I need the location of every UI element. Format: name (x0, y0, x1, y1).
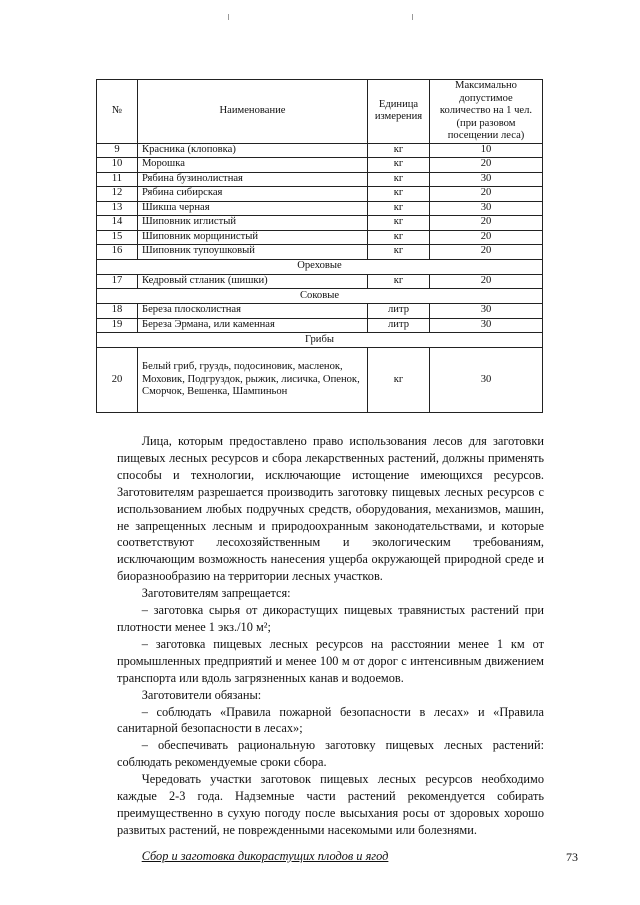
paragraph: Заготовителям запрещается: (141, 586, 291, 601)
table-row (97, 230, 543, 245)
cell-name: Морошка (138, 158, 368, 173)
cell-num: 19 (97, 318, 138, 333)
table-row (97, 245, 543, 260)
table-row (97, 304, 543, 319)
cell-num: 20 (97, 348, 138, 413)
paragraph: – заготовка сырья от дикорастущих пищевых травянистых растений при плотности менее 1 экз./10 м²; (117, 603, 544, 634)
group-label-sap: Соковые (97, 289, 543, 304)
table-group-row (97, 333, 543, 348)
cell-unit: литр (368, 318, 430, 333)
cell-qty: 30 (430, 304, 543, 319)
body-text (117, 433, 544, 865)
cell-name: Береза плосколистная (138, 304, 368, 319)
cell-name-text: Белый гриб, груздь, подосиновик, масленок, Моховик, Подгруздок, рыжик, лисичка, Опенок, Сморчок, Вешенка, Шампиньон (142, 360, 360, 398)
cell-unit: кг (368, 158, 430, 173)
table-row (97, 172, 543, 187)
paragraph: Заготовители обязаны: (141, 687, 262, 702)
cell-num: 18 (97, 304, 138, 319)
cell-qty: 20 (430, 216, 543, 231)
cell-name: Красника (клоповка) (138, 143, 368, 158)
table-header-row (97, 80, 543, 144)
cell-unit: кг (368, 187, 430, 202)
table-group-row (97, 289, 543, 304)
cell-unit: кг (368, 230, 430, 245)
cell-num: 14 (97, 216, 138, 231)
cell-num: 17 (97, 274, 138, 289)
table-row (97, 143, 543, 158)
cell-name: Шикша черная (138, 201, 368, 216)
table-row (97, 274, 543, 289)
cell-name: Береза Эрмана, или каменная (138, 318, 368, 333)
cell-unit: кг (368, 274, 430, 289)
cell-qty: 20 (430, 230, 543, 245)
section-subheading (117, 848, 544, 865)
cell-qty: 20 (430, 187, 543, 202)
cell-qty: 30 (430, 318, 543, 333)
cell-num: 9 (97, 143, 138, 158)
paragraph: – соблюдать «Правила пожарной безопасности в лесах» и «Правила санитарной безопасности в лесах»; (117, 704, 544, 736)
header-unit: Единица измерения (368, 80, 430, 144)
scan-mark (228, 14, 229, 20)
cell-unit: кг (368, 172, 430, 187)
scan-mark (412, 14, 413, 20)
cell-qty: 30 (430, 348, 543, 413)
cell-num: 12 (97, 187, 138, 202)
cell-unit: кг (368, 245, 430, 260)
resources-table (96, 79, 543, 413)
cell-qty: 10 (430, 143, 543, 158)
table-row (97, 201, 543, 216)
cell-name: Рябина бузинолистная (138, 172, 368, 187)
cell-unit: кг (368, 216, 430, 231)
cell-num: 16 (97, 245, 138, 260)
cell-qty: 30 (430, 172, 543, 187)
paragraph: Чередовать участки заготовок пищевых лесных ресурсов необходимо каждые 2-3 года. Надземные части растений рекомендуется собирать преимущественно в сухую погоду после высыхания росы от здоровых хорошо развитых растений, не поврежденными насекомыми или болезнями. (117, 772, 544, 837)
header-num: № (97, 80, 138, 144)
cell-num: 13 (97, 201, 138, 216)
cell-qty: 20 (430, 274, 543, 289)
paragraph: – заготовка пищевых лесных ресурсов на расстоянии менее 1 км от промышленных предприятий и менее 100 м от дорог с интенсивным движением транспорта или вдоль загрязненных канав и водоемов. (117, 636, 544, 685)
cell-unit: кг (368, 201, 430, 216)
cell-unit: кг (368, 143, 430, 158)
cell-num: 11 (97, 172, 138, 187)
cell-name: Шиповник тупоушковый (138, 245, 368, 260)
cell-name: Шиповник иглистый (138, 216, 368, 231)
cell-qty: 30 (430, 201, 543, 216)
table-row (97, 348, 543, 413)
spacer (117, 839, 544, 848)
cell-num: 15 (97, 230, 138, 245)
cell-unit: кг (368, 348, 430, 413)
section-subheading-text: Сбор и заготовка дикорастущих плодов и ягод (141, 848, 389, 863)
table-group-row (97, 259, 543, 274)
table-row (97, 187, 543, 202)
paragraph: Лица, которым предоставлено право использования лесов для заготовки пищевых лесных ресурсов и сбора лекарственных растений, должны применять способы и технологии, исключающие истощение имеющихся ресурсов. Заготовителям разрешается производить заготовку пищевых лесных ресурсов с использованием любых подручных средств, оборудования, механизмов, машин, не запрещенных лесным и природоохранным законодательствами, и которые соответствуют лесохозяйственным и экологическим требованиям, исключающим возможность нанесения ущерба окружающей природной среде и биоразнообразию на территории лесных участков. (117, 434, 544, 584)
header-name: Наименование (138, 80, 368, 144)
cell-qty: 20 (430, 158, 543, 173)
cell-num: 10 (97, 158, 138, 173)
group-label-nuts: Ореховые (97, 259, 543, 274)
table-row (97, 318, 543, 333)
header-qty: Максимально допустимое количество на 1 чел. (при разовом посещении леса) (430, 80, 543, 144)
cell-name (138, 348, 368, 413)
cell-name: Рябина сибирская (138, 187, 368, 202)
cell-name: Кедровый стланик (шишки) (138, 274, 368, 289)
group-label-mushrooms: Грибы (97, 333, 543, 348)
cell-qty: 20 (430, 245, 543, 260)
page-number: 73 (566, 850, 578, 864)
cell-unit: литр (368, 304, 430, 319)
table-row (97, 216, 543, 231)
cell-name: Шиповник морщинистый (138, 230, 368, 245)
paragraph: – обеспечивать рациональную заготовку пищевых лесных растений: соблюдать рекомендуемые сроки сбора. (117, 738, 544, 770)
table-row (97, 158, 543, 173)
